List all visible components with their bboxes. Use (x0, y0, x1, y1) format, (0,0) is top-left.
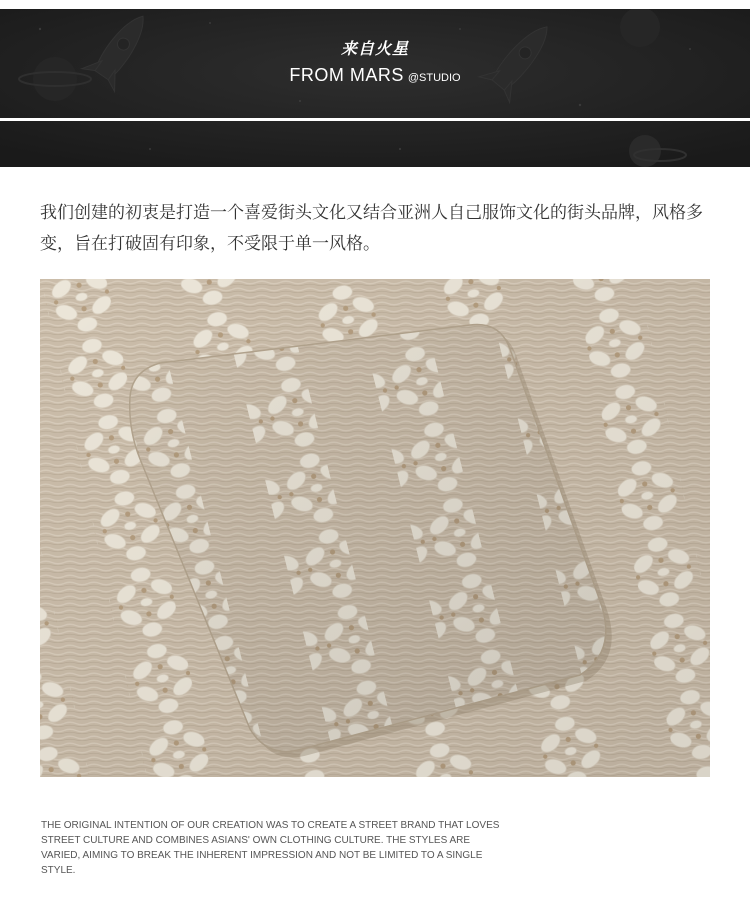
header-title-en (0, 65, 750, 86)
header-divider (0, 118, 750, 121)
intro-text-cn: 我们创建的初衷是打造一个喜爱街头文化又结合亚洲人自己服饰文化的街头品牌，风格多变，旨在打破固有印象，不受限于单一风格。 (40, 203, 703, 254)
lace-fabric-image (40, 279, 710, 777)
product-photo (40, 279, 710, 777)
banner-background (0, 9, 750, 167)
intro-text-en: THE ORIGINAL INTENTION OF OUR CREATION WAS TO CREATE A STREET BRAND THAT LOVES STREET CULTURE AND COMBINES ASIANS' OWN CLOTHING CULTURE. THE STYLES ARE VARIED, AIMING TO BREAK THE INHERENT IMPRESSION AND NOT BE LIMITED TO A SINGLE STYLE. (41, 820, 500, 876)
header-banner (0, 9, 750, 167)
brand-studio-tag: @STUDIO (407, 72, 461, 84)
header-title-cn: 来自火星 (340, 39, 409, 58)
brand-name: FROM MARS (289, 65, 404, 85)
